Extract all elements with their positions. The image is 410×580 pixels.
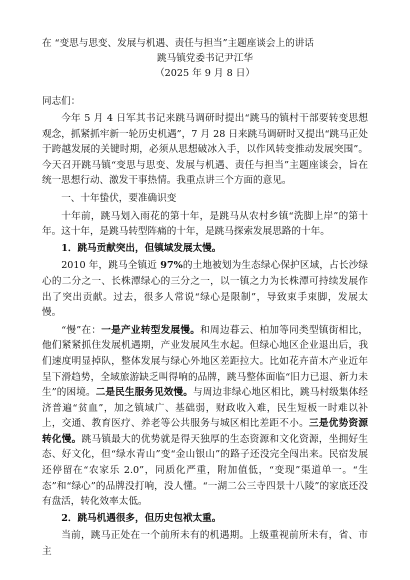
speaker-line: 跳马镇党委书记尹江华 (157, 53, 253, 64)
slow-points-paragraph (42, 323, 368, 510)
subheading-1: 1．跳马贡献突出，但镇域发展太慢。 (61, 242, 222, 254)
slow-intro: “慢”在： (61, 324, 102, 336)
subheading-2: 2．跳马机遇很多，但历史包袱太重。 (61, 512, 222, 524)
date-line: （2025 年 9 月 8 日） (155, 68, 255, 79)
text-segment: 2010 年，跳马全镇近 (61, 260, 161, 272)
salutation: 同志们： (42, 96, 81, 107)
section-1-intro: 十年前，跳马划入雨花的第十年，是跳马从农村乡镇“洗脚上岸”的第十年。这十年，是跳马转型阵痛的十年，是跳马探索发展思路的十年。 (42, 210, 368, 238)
slow-point-1-text: 和周边暮云、柏加等同类型镇街相比，他们紧紧抓住发展机遇期，产业发展风生水起。但绿心地区企业退出后，我们速度明显掉队，整体发展与绿心外地区差距拉大。比如花卉苗木产业近年呈下滑趋势，全域旅游缺乏叫得响的品牌，跳马整体面临“旧力已退、新力未生”的困境。 (42, 324, 369, 399)
slow-point-2-title: 二是民生服务见效慢。 (95, 387, 194, 399)
document-title: 在 “变思与思变、发展与机遇、责任与担当”主题座谈会上的讲话 (42, 38, 314, 49)
subsection-1-paragraph (42, 258, 368, 320)
percentage-value: 97% (160, 260, 183, 272)
subsection-2-paragraph: 当前，跳马正处在一个前所未有的机遇期。上级重视前所未有，省、市主 (42, 530, 368, 558)
intro-paragraph: 今年 5 月 4 日军其书记来跳马调研时提出“跳马的镇村干部要转变思想观念，抓紧抓牢新一轮历史机遇”，7 月 28 日来跳马调研时又提出“跳马正处于跨越发展的关键时期，必须从思想破冰入手，以作风转变推动发展突围”。今天召开跳马镇“变思与思变、发展与机遇、责任与担当”主题座谈会，旨在统一思想行动、激发干事热情。我重点讲三个方面的意见。 (42, 113, 368, 187)
section-heading-1: 一、十年蛰伏，要准确识变 (61, 192, 177, 204)
slow-point-3-text: 跳马镇最大的优势就是得天独厚的生态资源和文化资源，坐拥好生态、好文化，但“绿水青山”变“金山银山”的路子还没完全闯出来。民宿发展还停留在“农家乐 2.0”，同质化严重，附加值低，“变现”渠道单一。“生态”和“绿心”的品牌没打响，没人懂。“一湖二公三寺四景十八陵”的家底还没有盘活，转化效率太低。 (42, 433, 369, 508)
slow-point-1-title: 一是产业转型发展慢。 (101, 324, 201, 336)
text-segment: 的土地被划为生态绿心保护区域，占长沙绿心的二分之一、长株潭绿心的三分之一，以一镇之力为长株潭可持续发展作出了突出贡献。过去，很多人常说“绿心是限制”，导致束手束脚，发展太慢。 (42, 260, 369, 319)
slow-point-2-text: 与周边非绿心地区相比，跳马村级集体经济普遍“贫血”，加之镇域广、基础弱，财政收入难，民生短板一时难以补上，交通、教育医疗、养老等公共服务与城区相比差距不小。 (42, 387, 369, 430)
slow-point-3-title: 三是优势资源转化慢。 (42, 418, 369, 445)
